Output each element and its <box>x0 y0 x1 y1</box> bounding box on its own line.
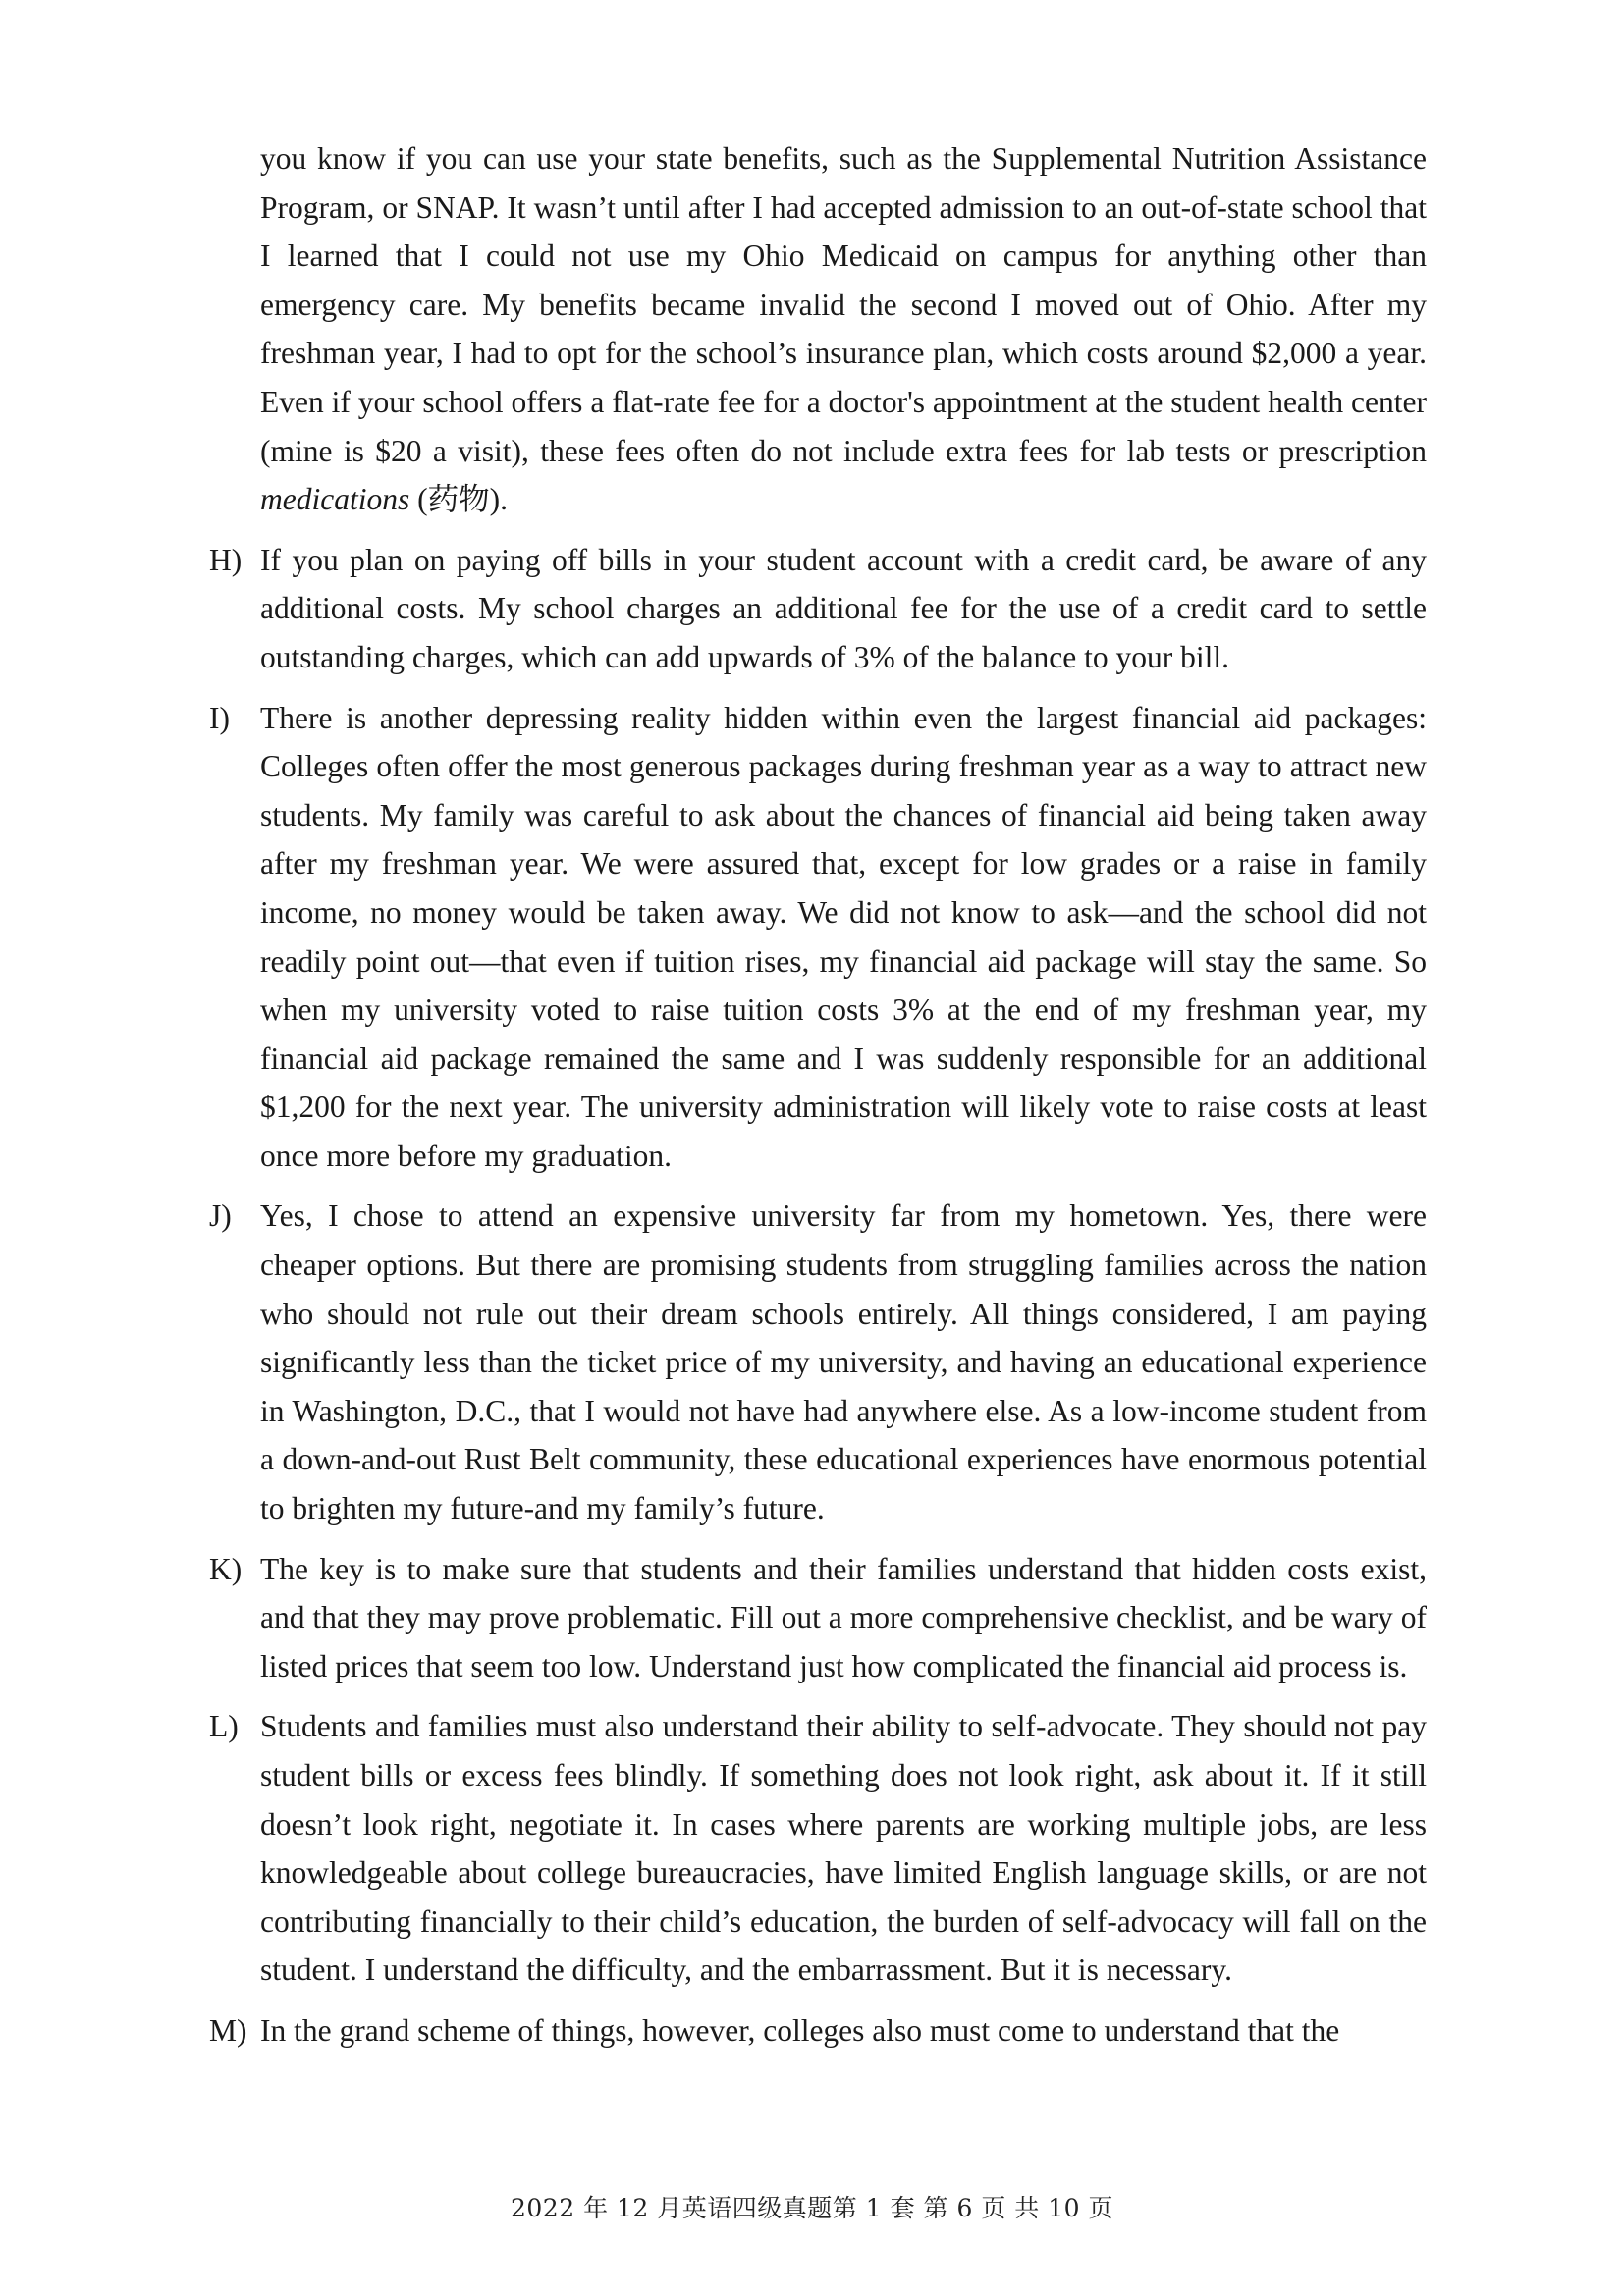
paragraph-letter: H) <box>209 542 243 577</box>
paragraph-text: Students and families must also understand their ability to self-advocate. They should not pay student bills or excess fees blindly. If something does not look right, ask about it. If it still doesn’t look right, negotiate it. In cases where parents are working multiple jobs, are less knowledgeable about college bureaucracies, have limited English language skills, or are not contributing financially to their child’s education, the burden of self-advocacy will fall on the student. I understand the difficulty, and the embarrassment. But it is necessary. <box>260 1709 1427 1988</box>
paragraph-k <box>209 1545 1427 1691</box>
italic-term: medications <box>260 482 410 517</box>
paragraph-text: you know if you can use your state benefits, such as the Supplemental Nutrition Assistance Program, or SNAP. It wasn’t until after I had accepted admission to an out-of-state school that I learned that I could not use my Ohio Medicaid on campus for anything other than emergency care. My benefits became invalid the second I moved out of Ohio. After my freshman year, I had to opt for the school’s insurance plan, which costs around $2,000 a year. Even if your school offers a flat-rate fee for a doctor's appointment at the student health center (mine is $20 a visit), these fees often do not include extra fees for lab tests or prescription <box>260 141 1427 468</box>
paragraph-text: If you plan on paying off bills in your student account with a credit card, be aware of any additional costs. My school charges an additional fee for the use of a credit card to settle outstanding charges, which can add upwards of 3% of the balance to your bill. <box>260 542 1427 674</box>
paragraph-i <box>209 694 1427 1181</box>
paragraph-text: There is another depressing reality hidden within even the largest financial aid packages: Colleges often offer the most generous packages during freshman year as a way to attract new students. My family was careful to ask about the chances of financial aid being taken away after my freshman year. We were assured that, except for low grades or a raise in family income, no money would be taken away. We did not know to ask—and the school did not readily point out—that even if tuition rises, my financial aid package will stay the same. So when my university voted to raise tuition costs 3% at the end of my freshman year, my financial aid package remained the same and I was suddenly responsible for an additional $1,200 for the next year. The university administration will likely vote to raise costs at least once more before my graduation. <box>260 700 1427 1173</box>
page-footer: 2022 年 12 月英语四级真题第 1 套 第 6 页 共 10 页 <box>511 2194 1113 2222</box>
document-body <box>209 134 1427 2067</box>
paragraph-letter: L) <box>209 1709 239 1744</box>
paragraph-letter: K) <box>209 1551 243 1586</box>
paragraph-letter: M) <box>209 2012 247 2048</box>
paragraph-text: Yes, I chose to attend an expensive university far from my hometown. Yes, there were cheaper options. But there are promising students from struggling families across the nation who should not rule out their dream schools entirely. All things considered, I am paying significantly less than the ticket price of my university, and having an educational experience in Washington, D.C., that I would not have had anywhere else. As a low-income student from a down-and-out Rust Belt community, these educational experiences have enormous potential to brighten my future-and my family’s future. <box>260 1199 1427 1526</box>
paragraph-l <box>209 1702 1427 1995</box>
paragraph-text: In the grand scheme of things, however, colleges also must come to understand that the <box>260 2012 1340 2048</box>
paragraph-m <box>209 2006 1427 2056</box>
paragraph-g-continuation <box>209 134 1427 524</box>
paragraph-h <box>209 536 1427 682</box>
paragraph-text: The key is to make sure that students and their families understand that hidden costs exist, and that they may prove problematic. Fill out a more comprehensive checklist, and be wary of listed prices that seem too low. Understand just how complicated the financial aid process is. <box>260 1551 1427 1683</box>
paragraph-letter: J) <box>209 1199 232 1234</box>
paragraph-letter: I) <box>209 700 230 735</box>
paragraph-text-end: (药物). <box>409 482 508 517</box>
paragraph-j <box>209 1192 1427 1532</box>
